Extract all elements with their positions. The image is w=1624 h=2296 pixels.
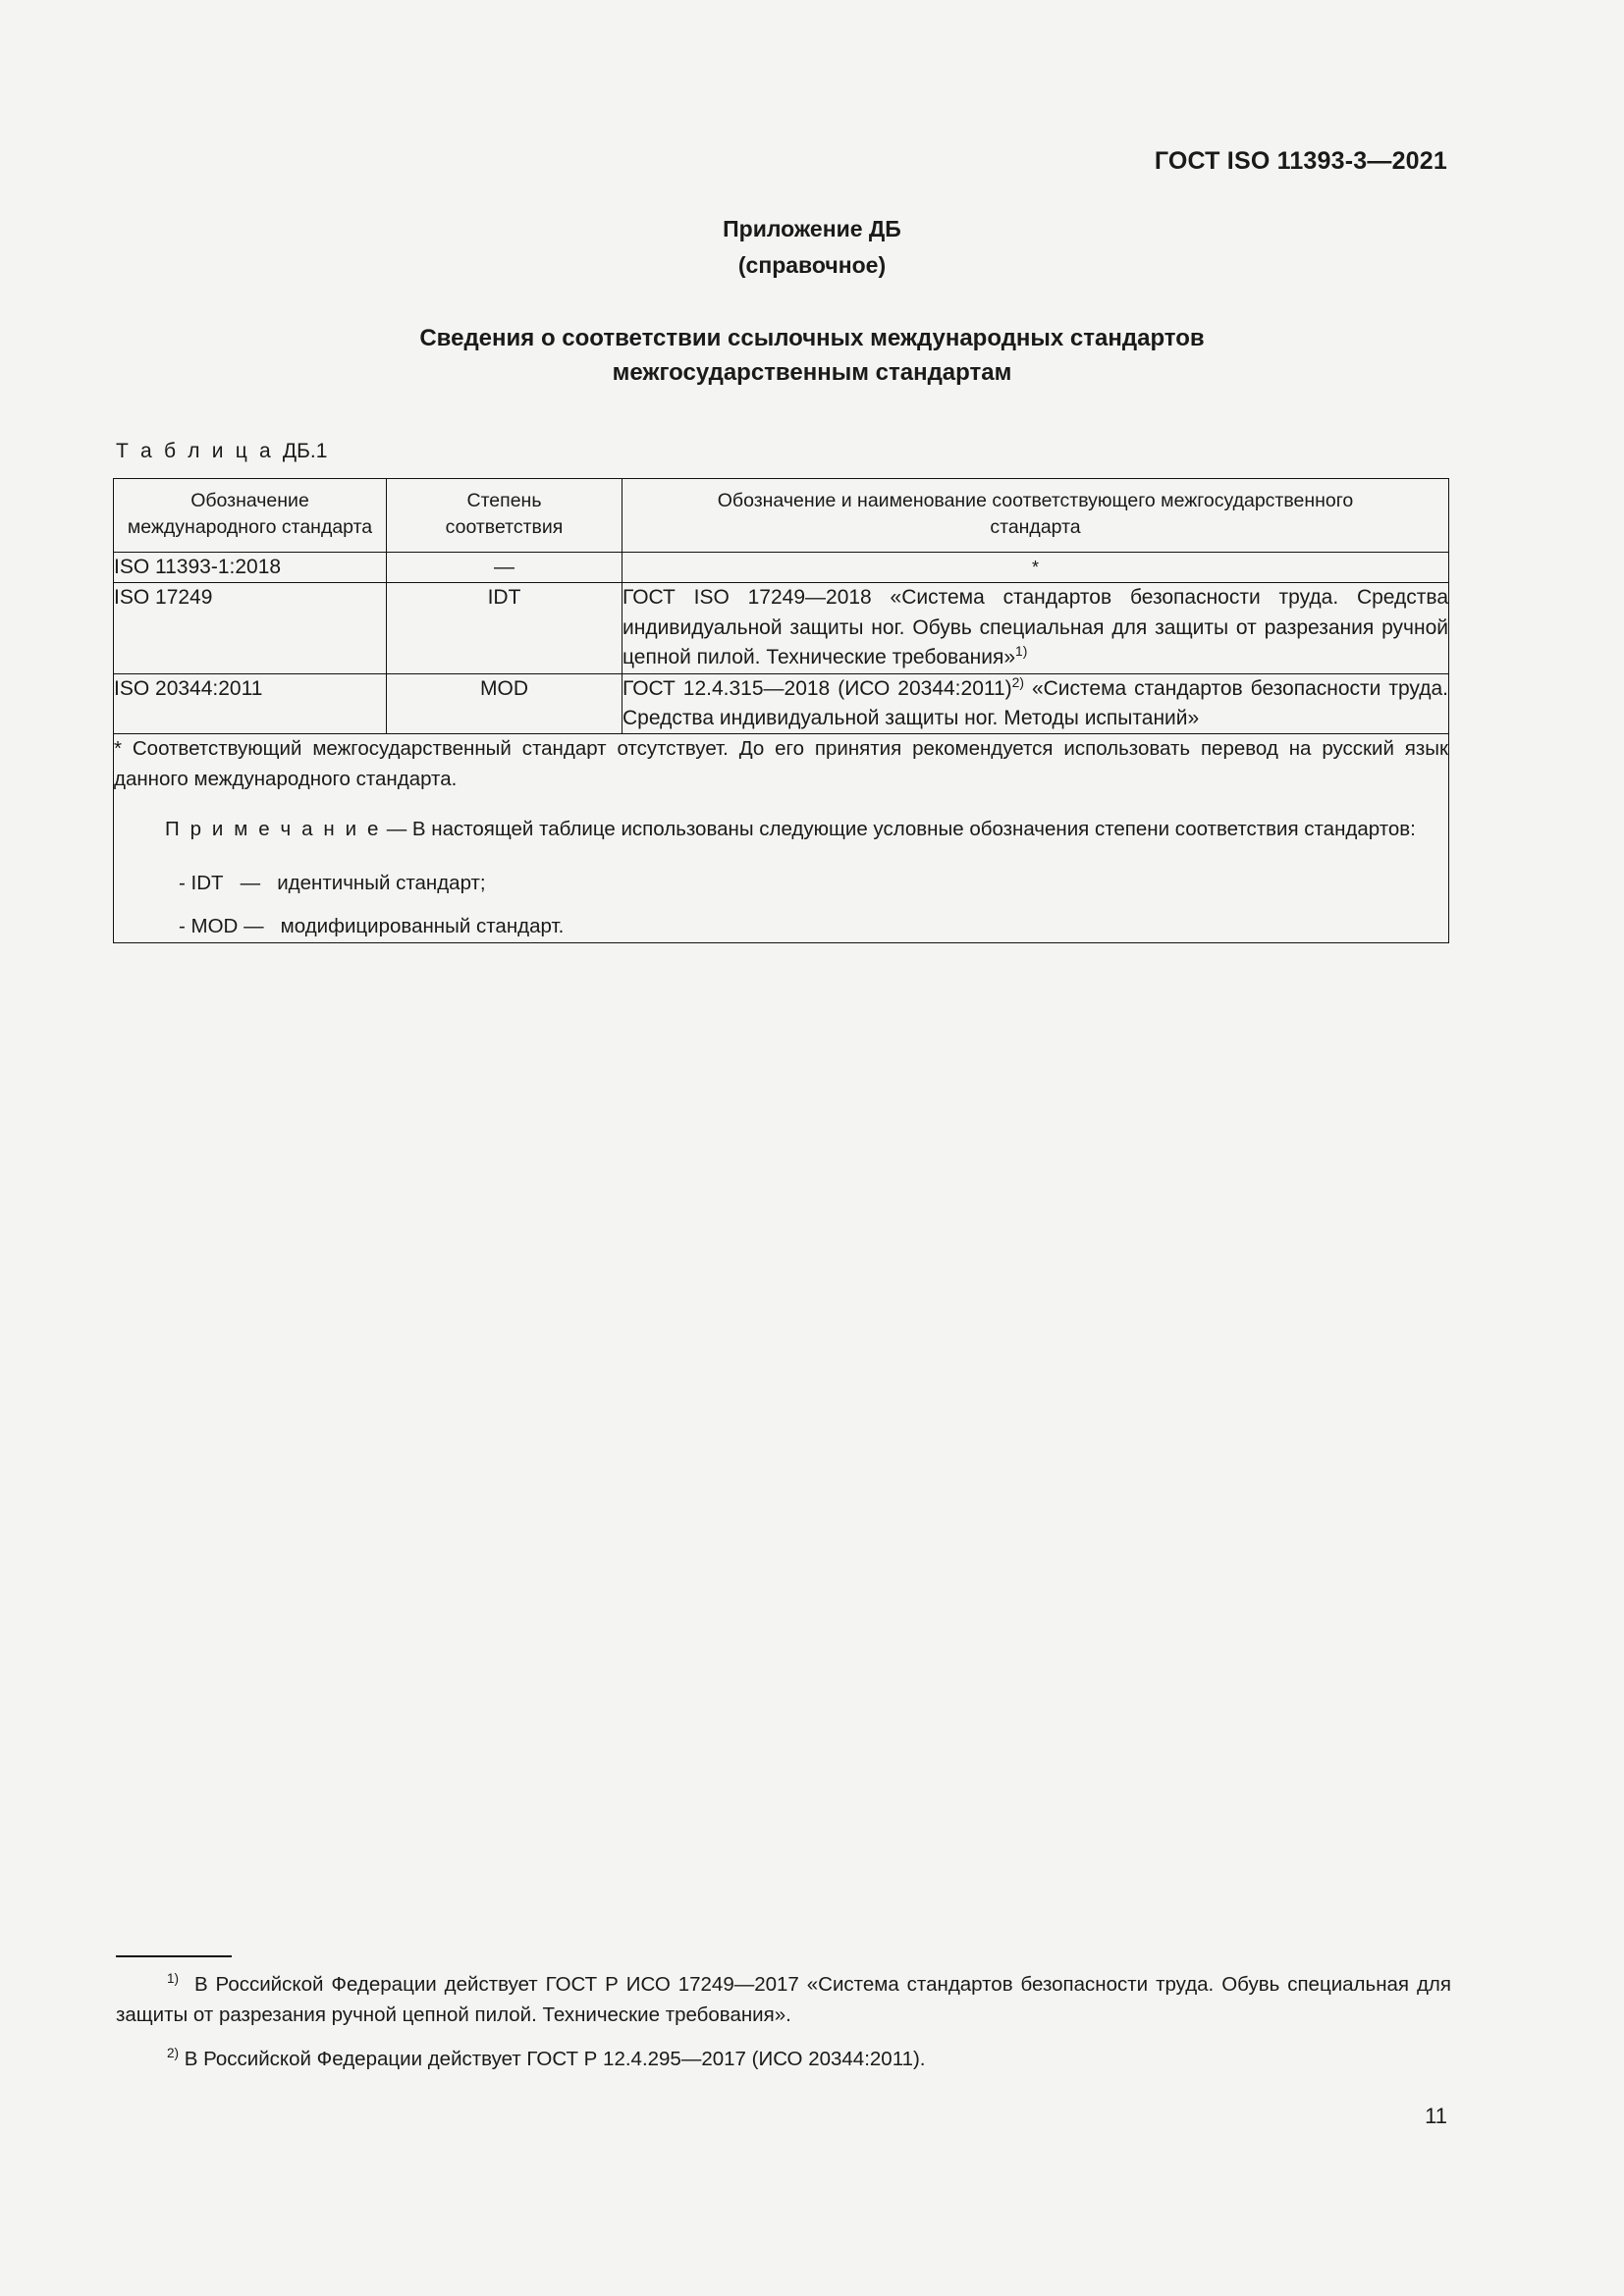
column-header-standard-line-2: международного стандарта	[127, 515, 373, 538]
asterisk-note: * Соответствующий межгосударственный стандарт отсутствует. До его принятия рекомендуется использовать перевод на русский язык данного международного стандарта.	[114, 737, 1448, 791]
footnote-1-text: В Российской Федерации действует ГОСТ Р ИСО 17249—2017 «Система стандартов безопасности труда. Обувь специальная для защиты от разрезания ручной цепной пилой. Технические требования».	[116, 1973, 1451, 2027]
footnote-2-text: В Российской Федерации действует ГОСТ Р 12.4.295—2017 (ИСО 20344:2011).	[184, 2048, 926, 2071]
definition-idt	[114, 869, 1448, 899]
annex-name: Приложение ДБ	[723, 216, 901, 241]
column-header-degree-line-1: Степень	[466, 490, 542, 511]
table-caption	[116, 440, 327, 463]
column-header-degree-line-2: соответствия	[445, 515, 564, 538]
table-caption-number: ДБ.1	[282, 440, 328, 462]
table-note-row	[114, 734, 1449, 943]
table-header-row	[114, 479, 1449, 553]
footnote-2-marker: 2)	[167, 2046, 180, 2061]
footnote-1-marker: 1)	[167, 1971, 180, 1987]
correspondence-text: ГОСТ ISO 17249—2018 «Система стандартов безопасности труда. Средства индивидуальной защиты ног. Обувь специальная для защиты от разрезания ручной цепной пилой. Технические требования»	[623, 586, 1448, 669]
column-header-correspondence-line-1: Обозначение и наименование соответствующего межгосударственного	[717, 490, 1354, 511]
table-row	[114, 583, 1449, 673]
annex-kind: (справочное)	[737, 252, 887, 278]
annex-heading-block	[0, 218, 1624, 277]
definition-mod-text: модифицированный стандарт.	[280, 915, 565, 938]
cell-standard: ISO 17249	[114, 583, 387, 673]
definition-mod	[114, 912, 1448, 942]
cell-degree: MOD	[387, 673, 623, 734]
running-header: ГОСТ ISO 11393-3—2021	[1154, 147, 1447, 175]
annex-title-line-1: Сведения о соответствии ссылочных международных стандартов	[419, 325, 1205, 351]
column-header-correspondence-line-2: стандарта	[990, 515, 1081, 538]
definition-mod-key: - MOD	[179, 915, 239, 938]
definition-idt-text: идентичный стандарт;	[277, 871, 486, 894]
correspondence-table	[113, 478, 1449, 943]
definition-idt-key: - IDT	[179, 871, 224, 894]
column-header-degree	[387, 479, 623, 553]
footnote-1	[116, 1969, 1451, 2030]
cell-degree: IDT	[387, 583, 623, 673]
table-row	[114, 673, 1449, 734]
page-number: 11	[1425, 2104, 1447, 2128]
table-caption-label: Т а б л и ц а	[116, 440, 274, 462]
footnote-ref-2: 2)	[1011, 673, 1024, 690]
correspondence-text: ГОСТ 12.4.315—2018 (ИСО 20344:2011)	[623, 676, 1012, 700]
cell-correspondence	[623, 552, 1449, 582]
cell-standard: ISO 11393-1:2018	[114, 552, 387, 582]
asterisk-marker: *	[1031, 557, 1039, 577]
note-label: П р и м е ч а н и е	[165, 817, 381, 840]
definition-idt-dash: —	[240, 871, 261, 894]
footnote-ref-1: 1)	[1015, 643, 1028, 660]
column-header-standard	[114, 479, 387, 553]
cell-correspondence	[623, 583, 1449, 673]
annex-title	[196, 322, 1428, 391]
table-footer-notes	[114, 734, 1449, 943]
table-note	[114, 815, 1448, 845]
page-footnotes	[116, 1969, 1451, 2074]
annex-title-line-2: межгосударственным стандартам	[612, 358, 1012, 386]
definition-mod-dash: —	[244, 915, 264, 938]
column-header-correspondence	[623, 479, 1449, 553]
table-row	[114, 552, 1449, 582]
cell-correspondence	[623, 673, 1449, 734]
correspondence-text-tail: «Система стандартов безопасности труда. Средства индивидуальной защиты ног. Методы испытаний»	[623, 676, 1448, 729]
footnote-separator	[116, 1955, 232, 1957]
column-header-standard-line-1: Обозначение	[190, 490, 309, 511]
footnote-2	[116, 2044, 1451, 2074]
cell-standard: ISO 20344:2011	[114, 673, 387, 734]
cell-degree: —	[387, 552, 623, 582]
note-body: — В настоящей таблице использованы следующие условные обозначения степени соответствия стандартов:	[381, 817, 1416, 840]
